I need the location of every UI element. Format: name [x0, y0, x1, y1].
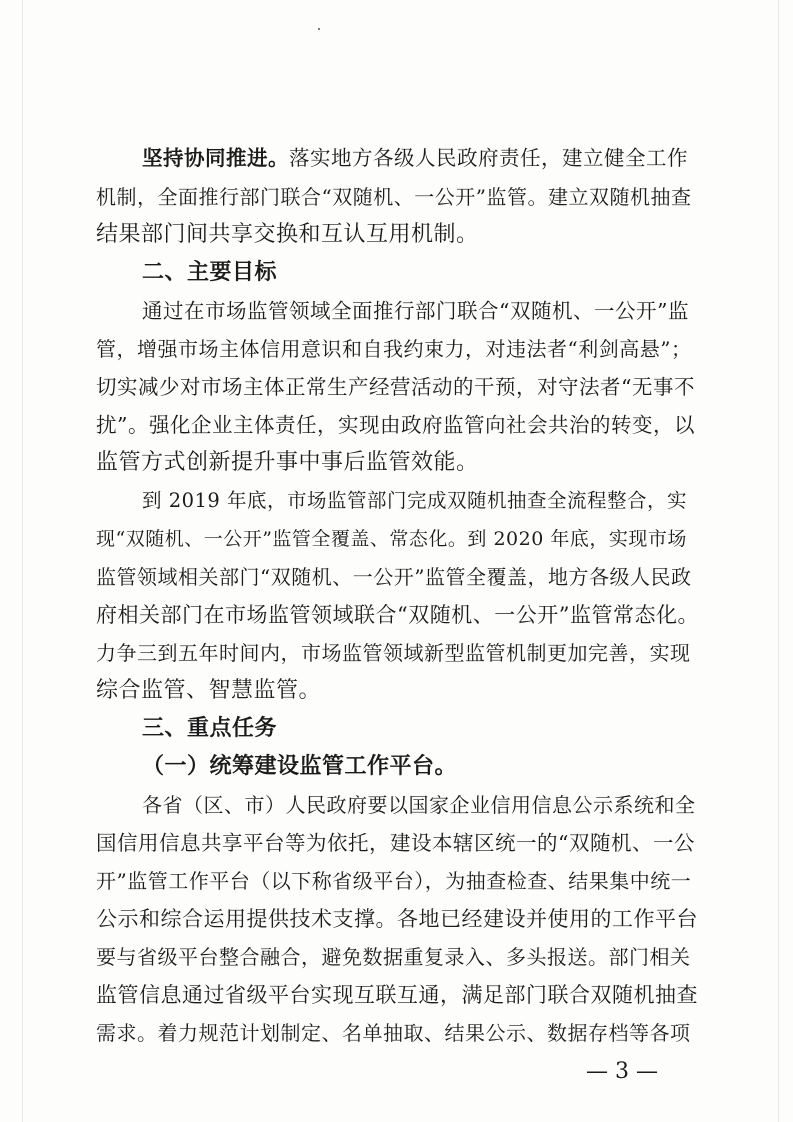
paragraph-line: 扰”。强化企业主体责任，实现由政府监管向社会共治的转变，以 — [96, 413, 695, 437]
paragraph-line: 监管信息通过省级平台实现互联互通，满足部门联合双随机抽查 — [96, 983, 698, 1007]
paragraph-line: 开”监管工作平台（以下称省级平台），为抽查检查、结果集中统一 — [96, 869, 692, 893]
paragraph-line: 综合监管、智慧监管。 — [96, 678, 322, 703]
paragraph-line: 府相关部门在市场监管领域联合“双随机、一公开”监管常态化。 — [96, 603, 699, 627]
paragraph-line: 国信用信息共享平台等为依托，建设本辖区统一的“双随机、一公 — [96, 831, 695, 855]
subsection-heading: （一）统筹建设监管工作平台。 — [142, 754, 458, 779]
scan-edge-right — [778, 0, 779, 1122]
scan-dot — [318, 28, 320, 30]
scan-edge-left — [22, 0, 23, 1122]
paragraph-line: 机制，全面推行部门联合“双随机、一公开”监管。建立双随机抽查 — [96, 185, 692, 209]
section-heading: 二、主要目标 — [142, 260, 278, 285]
page-number: — 3 — — [586, 1059, 658, 1084]
section-heading: 三、重点任务 — [142, 716, 278, 741]
paragraph-text: 落实地方各级人民政府责任，建立健全工作 — [289, 146, 688, 170]
paragraph-line: 管，增强市场主体信用意识和自我约束力，对违法者“利剑高悬”； — [96, 337, 692, 361]
paragraph-line: 通过在市场监管领域全面推行部门联合“双随机、一公开”监 — [142, 299, 689, 323]
paragraph-line: 要与省级平台整合融合，避免数据重复录入、多头报送。部门相关 — [96, 945, 691, 969]
paragraph-line: 现“双随机、一公开”监管全覆盖、常态化。到 2020 年底，实现市场 — [96, 528, 687, 550]
paragraph-line: 需求。着力规范计划制定、名单抽取、结果公示、数据存档等各项 — [96, 1021, 691, 1045]
paragraph-line: 力争三到五年时间内，市场监管领域新型监管机制更加完善，实现 — [96, 641, 691, 665]
paragraph-line: 监管方式创新提升事中事后监管效能。 — [96, 450, 479, 475]
paragraph-line: 监管领域相关部门“双随机、一公开”监管全覆盖，地方各级人民政 — [96, 565, 692, 589]
paragraph-line: 公示和综合运用提供技术支撑。各地已经建设并使用的工作平台 — [96, 907, 698, 931]
paragraph-line: 切实减少对市场主体正常生产经营活动的干预，对守法者“无事不 — [96, 375, 695, 399]
paragraph-line — [142, 142, 688, 174]
paragraph-line: 各省（区、市）人民政府要以国家企业信用信息公示系统和全 — [142, 793, 696, 817]
paragraph-line: 到 2019 年底，市场监管部门完成双随机抽查全流程整合，实 — [142, 489, 688, 512]
paragraph-lead: 坚持协同推进。 — [142, 146, 289, 170]
paragraph-line: 结果部门间共享交换和互认互用机制。 — [96, 222, 479, 247]
